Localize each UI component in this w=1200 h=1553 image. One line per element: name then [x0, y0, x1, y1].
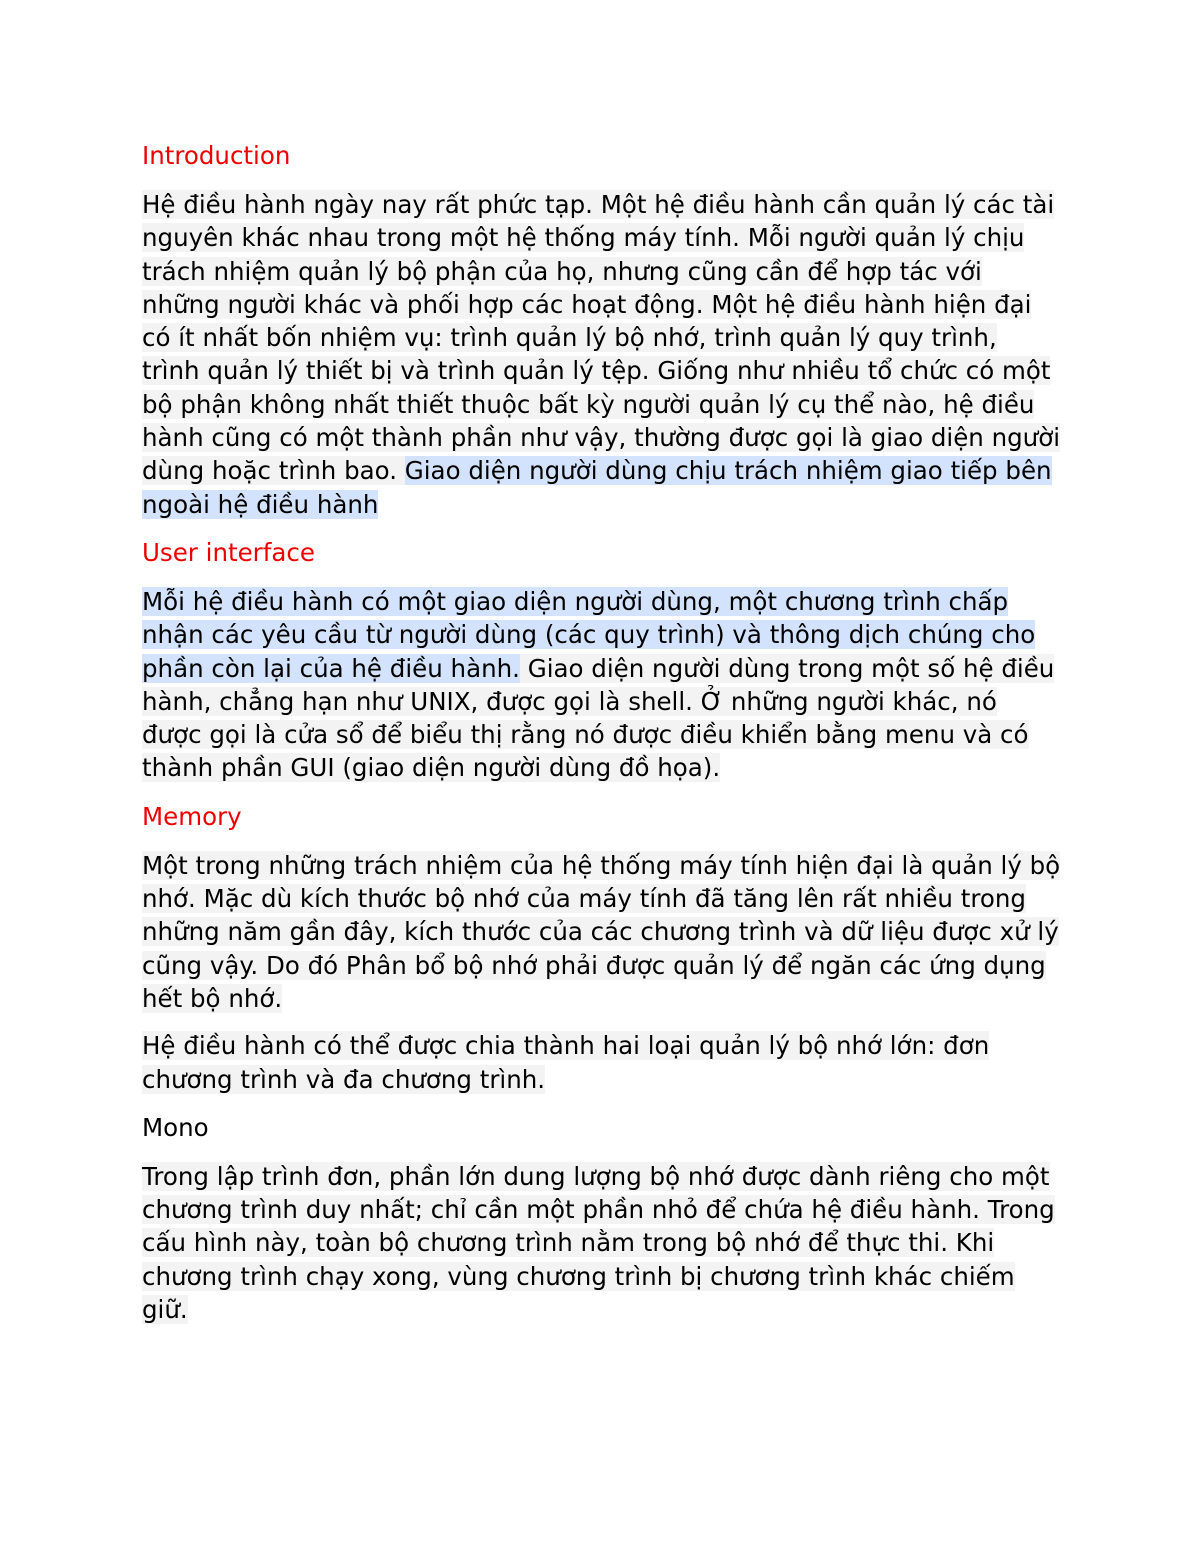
document-page	[142, 138, 1062, 1340]
paragraph-mono	[142, 1160, 1062, 1326]
paragraph-memory-2-text: Hệ điều hành có thể được chia thành hai loại quản lý bộ nhớ lớn: đơn chương trình và đa chương trình.	[142, 1031, 990, 1094]
paragraph-memory-1-text: Một trong những trách nhiệm của hệ thống máy tính hiện đại là quản lý bộ nhớ. Mặc dù kích thước bộ nhớ của máy tính đã tăng lên rất nhiều trong những năm gần đây, kích thước của các chương trình và dữ liệu được xử lý cũng vậy. Do đó Phân bổ bộ nhớ phải được quản lý để ngăn các ứng dụng hết bộ nhớ.	[142, 850, 1061, 1013]
paragraph-mono-text: Trong lập trình đơn, phần lớn dung lượng bộ nhớ được dành riêng cho một chương trình duy nhất; chỉ cần một phần nhỏ để chứa hệ điều hành. Trong cấu hình này, toàn bộ chương trình nằm trong bộ nhớ để thực thi. Khi chương trình chạy xong, vùng chương trình bị chương trình khác chiếm giữ.	[142, 1161, 1055, 1325]
heading-user-interface: User interface	[142, 537, 315, 567]
paragraph-memory-2	[142, 1029, 1062, 1096]
paragraph-introduction-text: Hệ điều hành ngày nay rất phức tạp. Một hệ điều hành cần quản lý các tài nguyên khác nhau trong một hệ thống máy tính. Mỗi người quản lý chịu trách nhiệm quản lý bộ phận của họ, nhưng cũng cần để hợp tác với những người khác và phối hợp các hoạt động. Một hệ điều hành hiện đại có ít nhất bốn nhiệm vụ: trình quản lý bộ nhớ, trình quản lý quy trình, trình quản lý thiết bị và trình quản lý tệp. Giống như nhiều tổ chức có một bộ phận không nhất thiết thuộc bất kỳ người quản lý cụ thể nào, hệ điều hành cũng có một thành phần như vậy, thường được gọi là giao diện người dùng hoặc trình bao.	[142, 190, 1060, 486]
paragraph-user-interface	[142, 585, 1062, 785]
heading-introduction: Introduction	[142, 141, 291, 170]
heading-memory: Memory	[142, 801, 242, 831]
paragraph-introduction-highlight: Giao diện người dùng chịu trách nhiệm giao tiếp bên ngoài hệ điều hành	[142, 456, 1052, 519]
paragraph-user-interface-text: Giao diện người dùng trong một số hệ điều hành, chẳng hạn như UNIX, được gọi là shell. Ở những người khác, nó được gọi là cửa sổ để biểu thị rằng nó được điều khiển bằng menu và có thành phần GUI (giao diện người dùng đồ họa).	[142, 653, 1055, 783]
heading-mono: Mono	[142, 1112, 209, 1142]
paragraph-user-interface-highlight: Mỗi hệ điều hành có một giao diện người dùng, một chương trình chấp nhận các yêu cầu từ người dùng (các quy trình) và thông dịch chúng cho phần còn lại của hệ điều hành.	[142, 586, 1036, 683]
paragraph-introduction	[142, 188, 1062, 521]
paragraph-memory-1	[142, 849, 1062, 1015]
